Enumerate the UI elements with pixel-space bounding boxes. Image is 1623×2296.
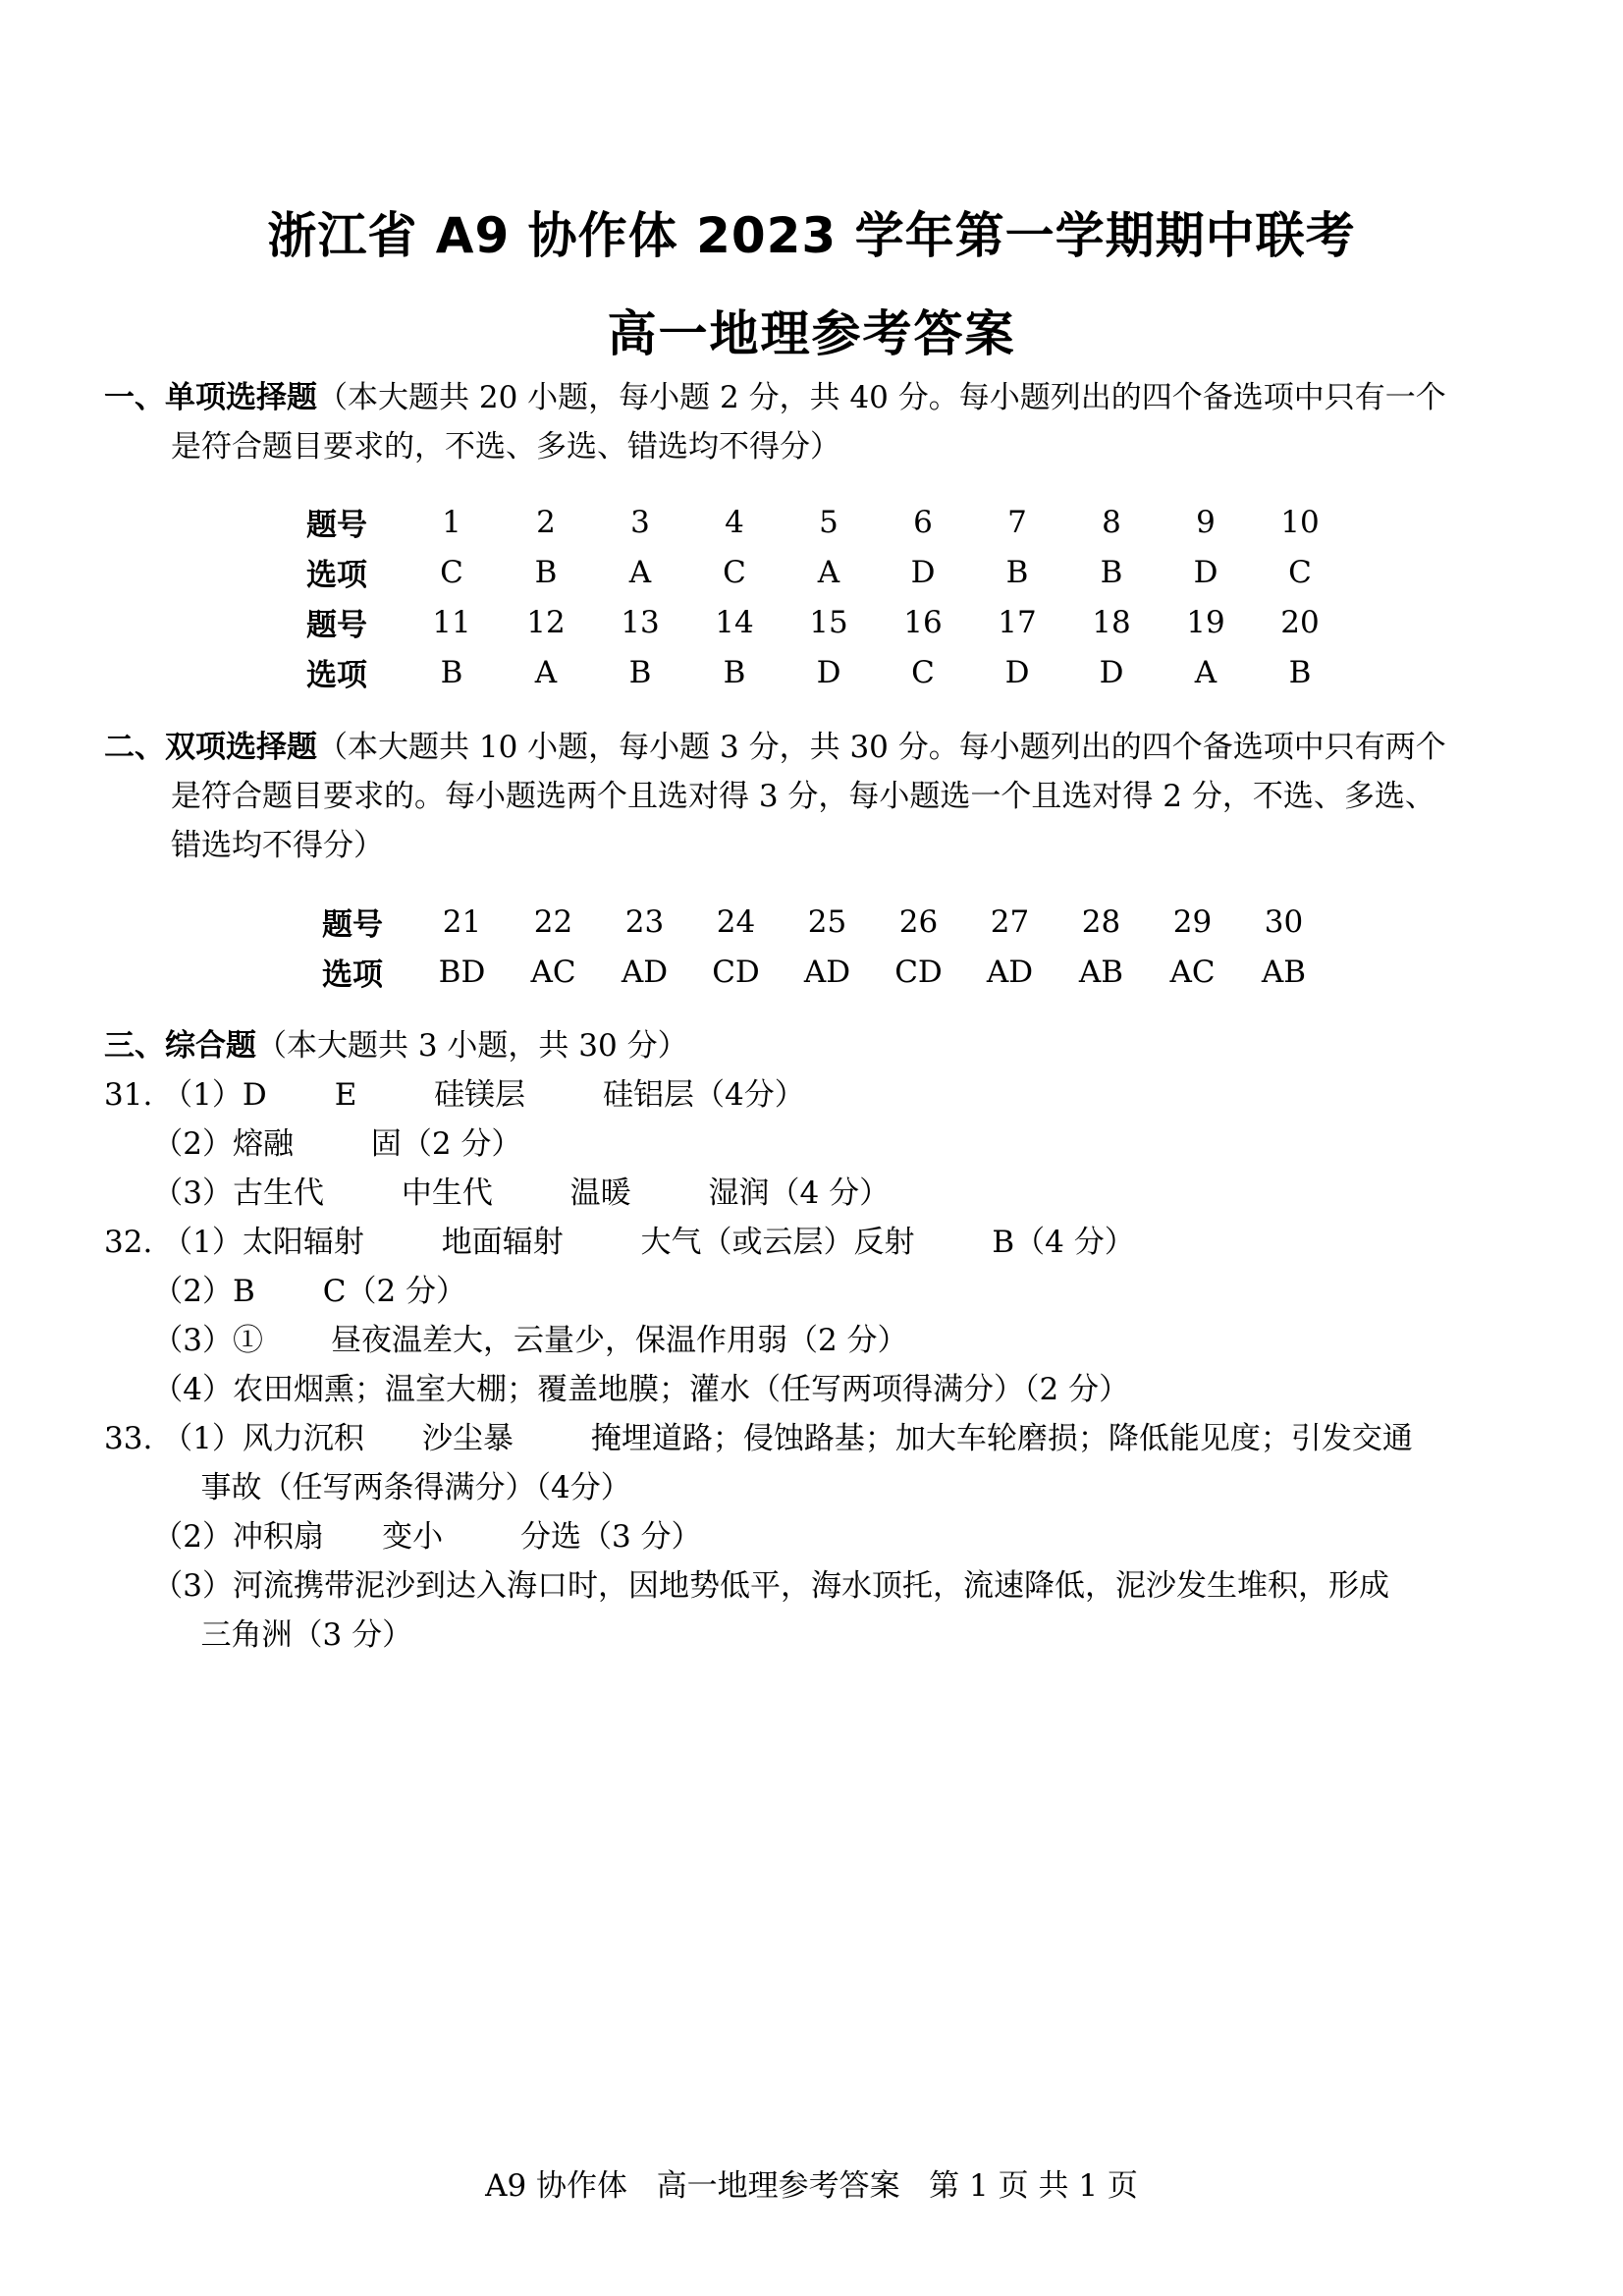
answer-cell: D	[1004, 654, 1030, 690]
section-heading: 一、单项选择题	[104, 380, 317, 415]
answer-line-32-4: （4）农田烟熏；温室大棚；覆盖地膜；灌水（任写两项得满分）（2 分）	[104, 1372, 1130, 1407]
answer-cell: CD	[712, 954, 760, 990]
answer-line-33-3-cont: 三角洲（3 分）	[104, 1617, 413, 1653]
answer-cell: B	[1288, 654, 1312, 690]
answer-cell: D	[816, 654, 841, 690]
question-number: 28	[1081, 903, 1121, 940]
answer-cell: A	[1194, 654, 1217, 690]
section-desc-cont: 是符合题目要求的，不选、多选、错选均不得分）	[171, 429, 840, 465]
table-row	[322, 947, 1329, 997]
question-number: 2	[536, 504, 556, 540]
question-number: 15	[809, 604, 848, 640]
answer-line-32-3: （3）① 昼夜温差大，云量少，保温作用弱（2 分）	[104, 1323, 908, 1358]
single-choice-answer-table	[306, 497, 1347, 697]
answer-cell: C	[1288, 554, 1312, 590]
question-number: 4	[725, 504, 744, 540]
answer-cell: A	[817, 554, 840, 590]
table-row	[306, 547, 1347, 597]
document-subtitle: 高一地理参考答案	[607, 305, 1016, 362]
question-number: 19	[1186, 604, 1225, 640]
answer-cell: A	[534, 654, 558, 690]
question-number: 30	[1264, 903, 1304, 940]
table-row	[306, 597, 1347, 647]
answer-cell: D	[1099, 654, 1124, 690]
answer-cell: AD	[986, 954, 1034, 990]
question-number: 9	[1196, 504, 1216, 540]
question-number: 14	[715, 604, 754, 640]
answer-line-31-1: 31. （1）D E 硅镁层 硅铝层（4分）	[104, 1077, 805, 1113]
question-number: 18	[1092, 604, 1131, 640]
page-footer: A9 协作体 高一地理参考答案 第 1 页 共 1 页	[485, 2168, 1138, 2204]
document-title: 浙江省 A9 协作体 2023 学年第一学期期中联考	[267, 207, 1356, 264]
answer-line-31-3: （3）古生代 中生代 温暖 湿润（4 分）	[104, 1175, 891, 1211]
question-number: 27	[990, 903, 1030, 940]
question-number: 25	[807, 903, 847, 940]
answer-cell: B	[723, 654, 746, 690]
question-number: 8	[1102, 504, 1121, 540]
answer-cell: AB	[1078, 954, 1124, 990]
section-desc: （本大题共 10 小题，每小题 3 分，共 30 分。每小题列出的四个备选项中只有两个	[317, 730, 1446, 765]
answer-cell: C	[723, 554, 746, 590]
answer-line-32-2: （2）B C（2 分）	[104, 1274, 467, 1309]
section-desc: （本大题共 20 小题，每小题 2 分，共 40 分。每小题列出的四个备选项中只有一个	[317, 380, 1446, 415]
question-number: 17	[998, 604, 1037, 640]
section-double-choice	[104, 723, 1538, 870]
question-number: 29	[1172, 903, 1213, 940]
question-number: 12	[526, 604, 566, 640]
row-label: 选项	[306, 658, 367, 693]
section-single-choice	[104, 373, 1538, 471]
row-label: 题号	[306, 608, 367, 643]
question-number: 24	[716, 903, 756, 940]
answer-cell: B	[440, 654, 463, 690]
question-number: 1	[442, 504, 461, 540]
question-number: 5	[819, 504, 839, 540]
answer-cell: AD	[621, 954, 669, 990]
answer-cell: B	[1005, 554, 1029, 590]
answer-line-33-1: 33. （1）风力沉积 沙尘暴 掩埋道路；侵蚀路基；加大车轮磨损；降低能见度；引发交通	[104, 1421, 1413, 1456]
question-number: 16	[903, 604, 943, 640]
question-number: 20	[1280, 604, 1320, 640]
answer-line-33-3: （3）河流携带泥沙到达入海口时，因地势低平，海水顶托，流速降低，泥沙发生堆积，形成	[104, 1568, 1389, 1604]
answer-cell: A	[628, 554, 652, 590]
answer-cell: B	[534, 554, 558, 590]
row-label: 选项	[322, 957, 383, 993]
answer-line-33-1-cont: 事故（任写两条得满分）（4分）	[104, 1470, 631, 1505]
section-heading: 二、双项选择题	[104, 730, 317, 765]
row-label: 题号	[322, 907, 383, 943]
section-double-choice-intro	[104, 723, 1538, 772]
section-single-choice-intro	[104, 373, 1538, 422]
answer-cell: C	[911, 654, 935, 690]
answer-cell: D	[910, 554, 936, 590]
section-comprehensive	[104, 1021, 1538, 1070]
answer-cell: AD	[803, 954, 851, 990]
question-number: 21	[442, 903, 482, 940]
answer-line-32-1: 32. （1）太阳辐射 地面辐射 大气（或云层）反射 B（4 分）	[104, 1225, 1135, 1260]
answer-cell: D	[1193, 554, 1218, 590]
answer-cell: CD	[894, 954, 943, 990]
table-row	[306, 497, 1347, 547]
answer-cell: AB	[1261, 954, 1307, 990]
question-number: 3	[630, 504, 650, 540]
question-number: 23	[624, 903, 665, 940]
answer-line-31-2: （2）熔融 固（2 分）	[104, 1126, 522, 1162]
question-number: 6	[913, 504, 933, 540]
answer-cell: BD	[438, 954, 486, 990]
section-desc-cont: 是符合题目要求的。每小题选两个且选对得 3 分，每小题选一个且选对得 2 分，不选、多选、	[171, 779, 1435, 814]
question-number: 11	[432, 604, 471, 640]
section-desc-cont: 错选均不得分）	[171, 828, 384, 863]
table-row	[306, 647, 1347, 697]
answer-cell: C	[440, 554, 463, 590]
table-row	[322, 897, 1329, 947]
double-choice-answer-table	[322, 897, 1329, 997]
section-heading: 三、综合题	[104, 1028, 256, 1064]
answer-cell: B	[628, 654, 652, 690]
question-number: 7	[1007, 504, 1027, 540]
question-number: 13	[621, 604, 660, 640]
question-number: 26	[898, 903, 939, 940]
answer-cell: B	[1100, 554, 1123, 590]
answer-cell: AC	[530, 954, 576, 990]
question-number: 10	[1280, 504, 1320, 540]
row-label: 题号	[306, 508, 367, 543]
answer-cell: AC	[1169, 954, 1216, 990]
question-number: 22	[533, 903, 573, 940]
answer-line-33-2: （2）冲积扇 变小 分选（3 分）	[104, 1519, 702, 1555]
section-desc: （本大题共 3 小题，共 30 分）	[256, 1028, 688, 1064]
row-label: 选项	[306, 558, 367, 593]
